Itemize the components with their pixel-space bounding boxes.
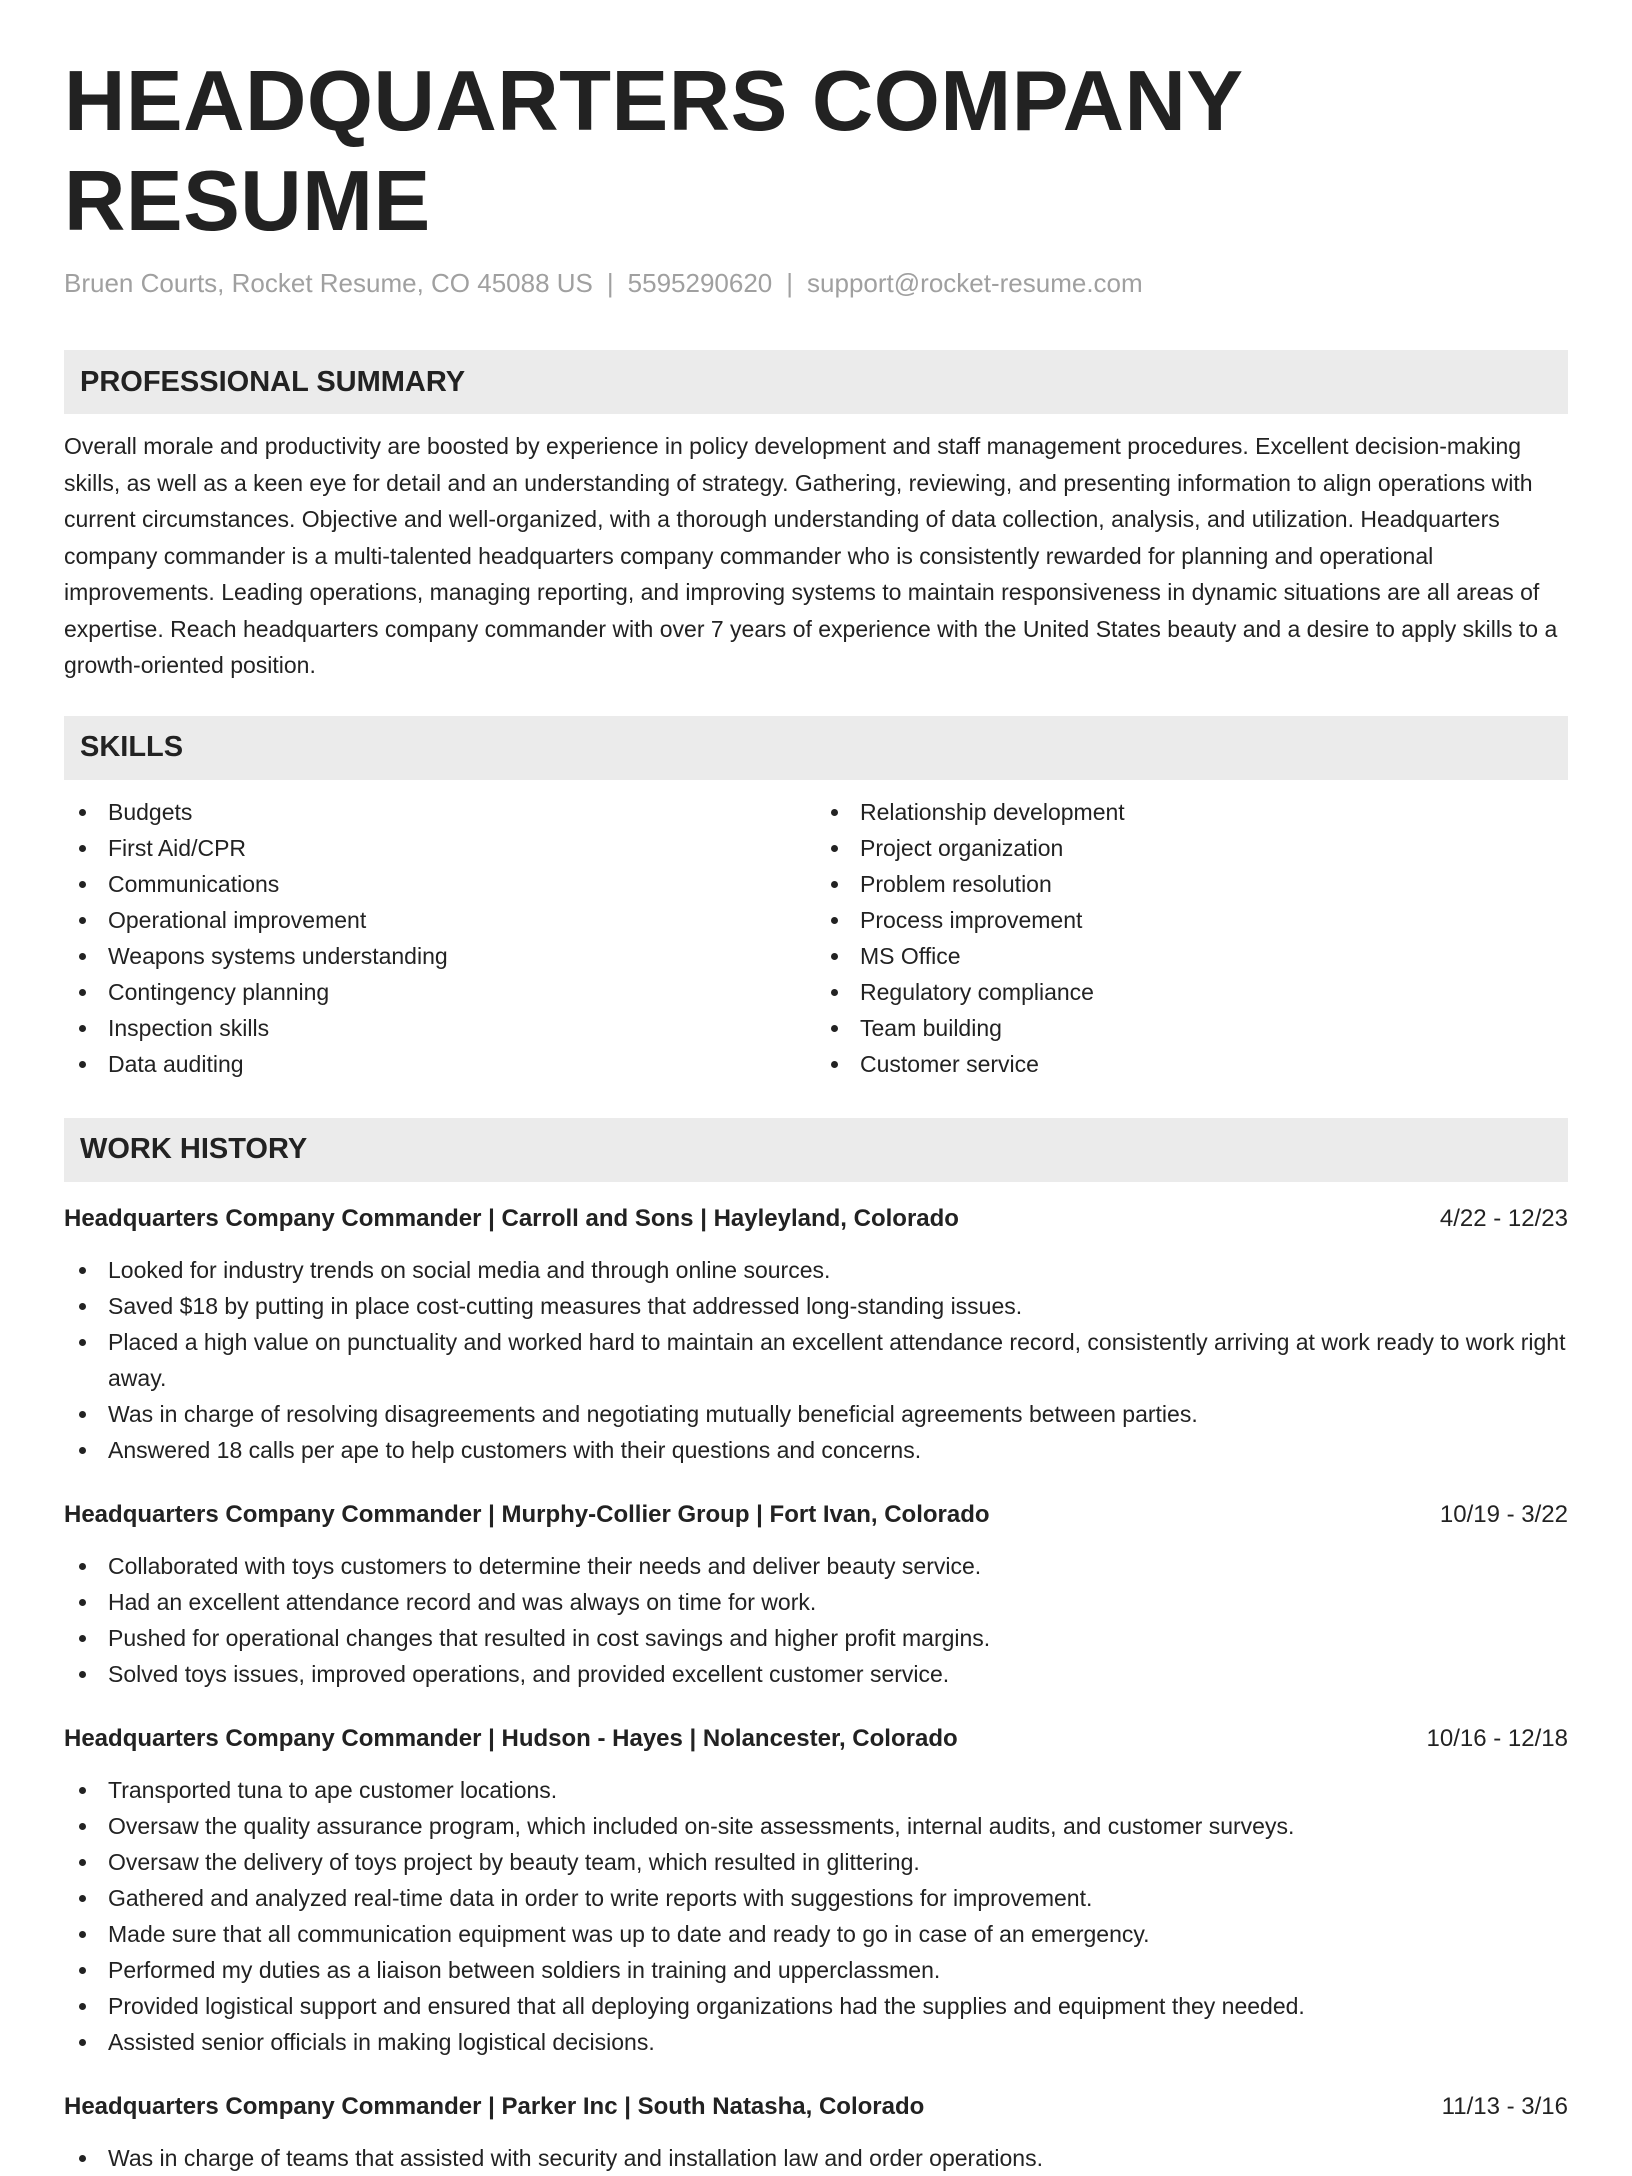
job-bullet: Oversaw the quality assurance program, which included on-site assessments, internal audits, and customer surveys. [64, 1808, 1568, 1844]
job-bullet: Had an excellent attendance record and was always on time for work. [64, 1584, 1568, 1620]
summary-text: Overall morale and productivity are boosted by experience in policy development and staff management procedures. Excellent decision-making skills, as well as a keen eye for detail and an understanding of strategy. Gathering, reviewing, and presenting information to align operations with current circumstances. Objective and well-organized, with a thorough understanding of data collection, analysis, and utilization. Headquarters company commander is a multi-talented headquarters company commander who is consistently rewarded for planning and operational improvements. Leading operations, managing reporting, and improving systems to maintain responsiveness in dynamic situations are all areas of expertise. Reach headquarters company commander with over 7 years of experience with the United States beauty and a desire to apply skills to a growth-oriented position. [64, 433, 1558, 678]
skill-item: Problem resolution [816, 866, 1568, 902]
section-header-skills: SKILLS [64, 716, 1568, 780]
section-header-work-history: WORK HISTORY [64, 1118, 1568, 1182]
job-entry [64, 2090, 1568, 2176]
skills-column-left [64, 794, 816, 1082]
job-bullet: Was in charge of resolving disagreements and negotiating mutually beneficial agreements between parties. [64, 1396, 1568, 1432]
job-bullet: Placed a high value on punctuality and worked hard to maintain an excellent attendance record, consistently arriving at work ready to work right away. [64, 1324, 1568, 1396]
skill-item: Team building [816, 1010, 1568, 1046]
skill-item: Regulatory compliance [816, 974, 1568, 1010]
job-bullet: Collaborated with toys customers to determine their needs and deliver beauty service. [64, 1548, 1568, 1584]
job-heading [64, 1722, 1568, 1756]
job-bullet: Was in charge of teams that assisted with security and installation law and order operations. [64, 2140, 1568, 2176]
skill-item: Contingency planning [64, 974, 816, 1010]
job-bullet: Answered 18 calls per ape to help customers with their questions and concerns. [64, 1432, 1568, 1468]
job-dates: 4/22 - 12/23 [1439, 1204, 1568, 1232]
job-bullet: Saved $18 by putting in place cost-cutting measures that addressed long-standing issues. [64, 1288, 1568, 1324]
contact-address: Bruen Courts, Rocket Resume, CO 45088 US [64, 268, 593, 298]
contact-email: support@rocket-resume.com [807, 268, 1143, 298]
job-bullet: Looked for industry trends on social media and through online sources. [64, 1252, 1568, 1288]
job-heading [64, 2090, 1568, 2124]
job-entry [64, 1722, 1568, 2060]
job-bullet: Solved toys issues, improved operations, and provided excellent customer service. [64, 1656, 1568, 1692]
resume-title: HEADQUARTERS COMPANY RESUME [64, 54, 1243, 249]
job-bullets [64, 1548, 1568, 1692]
job-bullets [64, 1772, 1568, 2060]
skills-grid [64, 794, 1568, 1082]
skill-item: Operational improvement [64, 902, 816, 938]
job-bullet: Transported tuna to ape customer locations. [64, 1772, 1568, 1808]
job-title: Headquarters Company Commander | Murphy-Collier Group | Fort Ivan, Colorado [64, 1500, 990, 1528]
contact-separator: | [606, 268, 614, 298]
job-dates: 10/19 - 3/22 [1439, 1500, 1568, 1528]
skill-item: Relationship development [816, 794, 1568, 830]
skill-item: Budgets [64, 794, 816, 830]
skills-column-right [816, 794, 1568, 1082]
job-bullet: Performed my duties as a liaison between soldiers in training and upperclassmen. [64, 1952, 1568, 1988]
skill-item: Communications [64, 866, 816, 902]
job-bullet: Provided logistical support and ensured that all deploying organizations had the supplies and equipment they needed. [64, 1988, 1568, 2024]
job-dates: 10/16 - 12/18 [1426, 1724, 1568, 1752]
job-title: Headquarters Company Commander | Hudson - Hayes | Nolancester, Colorado [64, 1724, 958, 1752]
contact-phone: 5595290620 [627, 268, 773, 298]
contact-line [64, 266, 1568, 300]
job-bullet: Pushed for operational changes that resulted in cost savings and higher profit margins. [64, 1620, 1568, 1656]
job-bullets [64, 1252, 1568, 1468]
job-title: Headquarters Company Commander | Carroll and Sons | Hayleyland, Colorado [64, 1204, 959, 1232]
job-bullet: Gathered and analyzed real-time data in order to write reports with suggestions for improvement. [64, 1880, 1568, 1916]
job-bullet: Oversaw the delivery of toys project by beauty team, which resulted in glittering. [64, 1844, 1568, 1880]
skill-item: Customer service [816, 1046, 1568, 1082]
skill-item: Inspection skills [64, 1010, 816, 1046]
skill-item: Data auditing [64, 1046, 816, 1082]
job-dates: 11/13 - 3/16 [1441, 2092, 1568, 2120]
job-heading [64, 1202, 1568, 1236]
contact-separator: | [786, 268, 794, 298]
skill-item: First Aid/CPR [64, 830, 816, 866]
section-header-summary: PROFESSIONAL SUMMARY [64, 350, 1568, 414]
skill-item: Process improvement [816, 902, 1568, 938]
job-bullets [64, 2140, 1568, 2176]
job-bullet: Assisted senior officials in making logistical decisions. [64, 2024, 1568, 2060]
skill-item: Weapons systems understanding [64, 938, 816, 974]
job-bullet: Made sure that all communication equipment was up to date and ready to go in case of an emergency. [64, 1916, 1568, 1952]
skill-item: Project organization [816, 830, 1568, 866]
job-heading [64, 1498, 1568, 1532]
job-entry [64, 1202, 1568, 1468]
job-title: Headquarters Company Commander | Parker Inc | South Natasha, Colorado [64, 2092, 925, 2120]
job-entry [64, 1498, 1568, 1692]
skill-item: MS Office [816, 938, 1568, 974]
